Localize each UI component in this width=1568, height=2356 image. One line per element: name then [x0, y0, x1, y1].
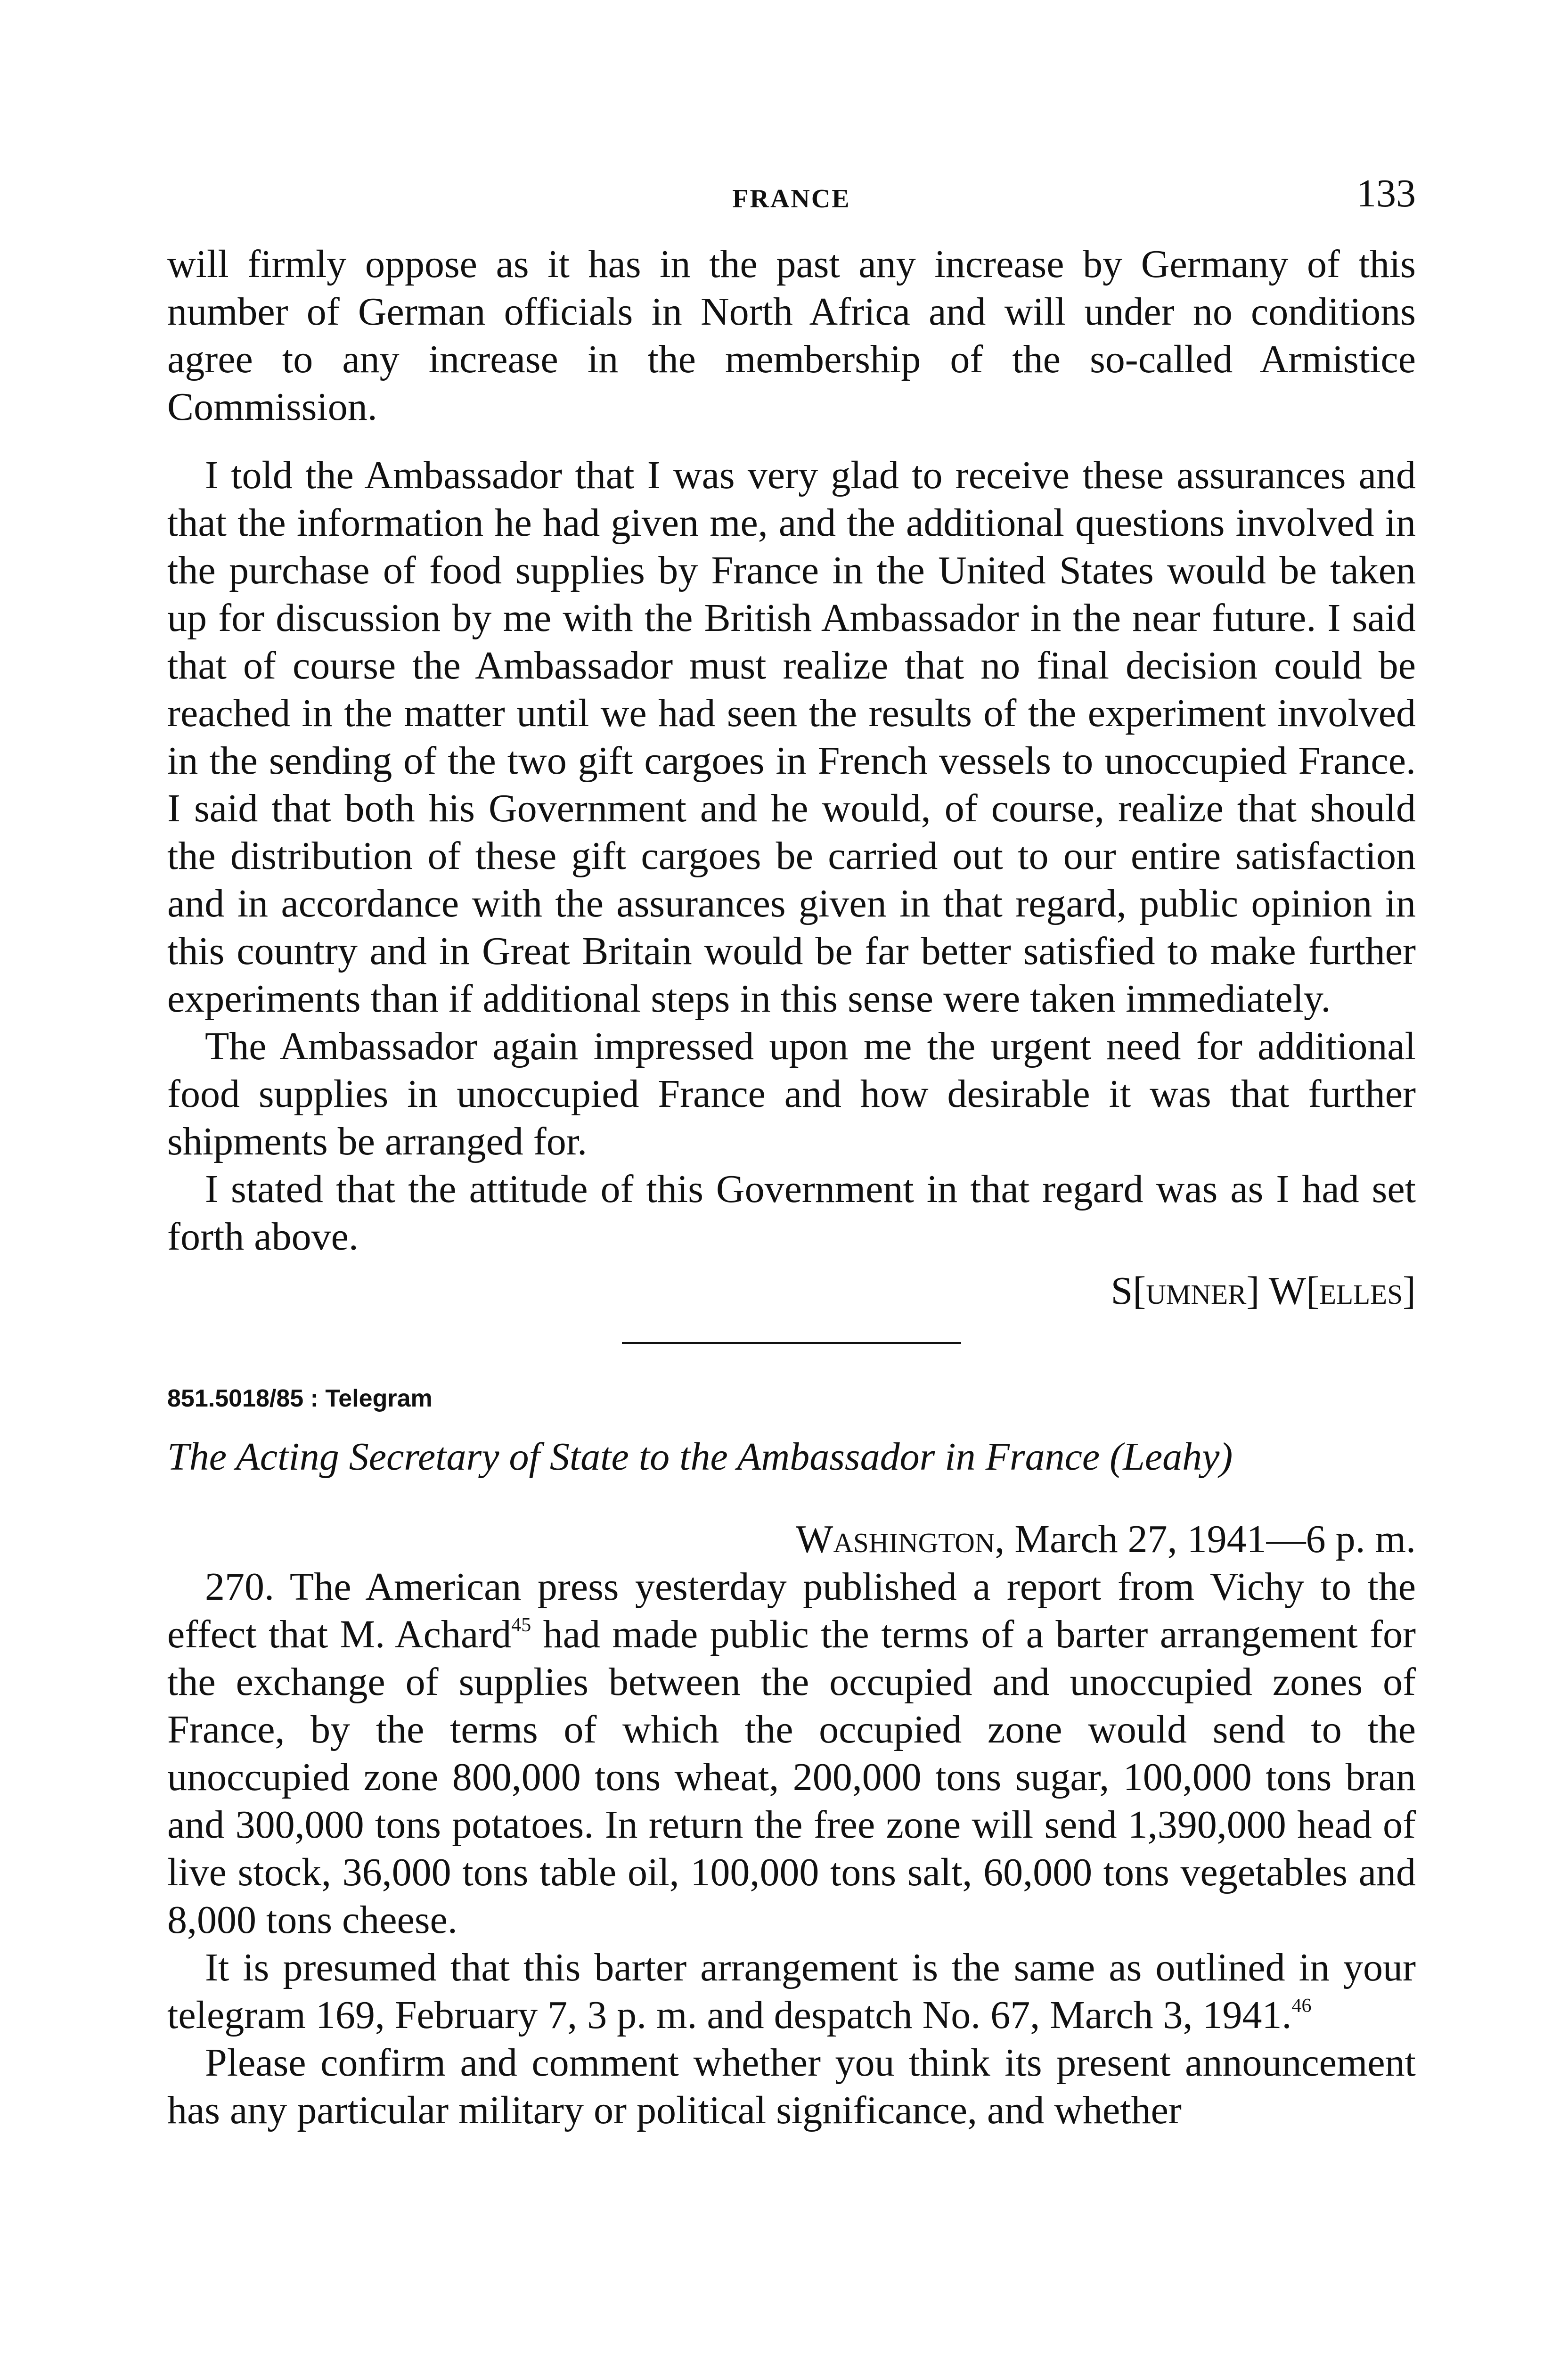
footnote-ref[interactable]: 45 [511, 1614, 531, 1636]
paragraph: I told the Ambassador that I was very glad to receive these assurances and that the information he had given me, and the additional questions involved in the purchase of food supplies by France in the United States would be taken up for discussion by me with the British Ambassador in the near future. I said that of course the Ambassador must realize that no final decision could be reached in the matter until we had seen the results of the experiment involved in the sending of the two gift cargoes in French vessels to unoccupied France. I said that both his Government and he would, of course, realize that should the distribution of these gift cargoes be carried out to our entire satisfaction and in accordance with the assurances given in that regard, public opinion in this country and in Great Britain would be far better satisfied to make further experiments than if additional steps in this sense were taken immediately. [167, 453, 1416, 1021]
page-number: 133 [1356, 172, 1416, 215]
paragraph-text: 270. The American press yesterday published a report from Vichy to the effect that M. Achard [167, 1565, 1416, 1656]
page-header [167, 171, 1416, 222]
running-head: FRANCE [732, 184, 851, 213]
dateline-date: , March 27, 1941—6 p. m. [995, 1517, 1416, 1561]
section-divider [622, 1342, 961, 1344]
file-number: 851.5018/85 : Telegram [167, 1385, 433, 1412]
paragraph: Please confirm and comment whether you think its present announcement has any particular military or political significance, and whether [167, 2041, 1416, 2132]
paragraph [167, 1944, 1416, 2039]
paragraph [167, 1563, 1416, 1944]
dateline-place: Washington [796, 1517, 995, 1561]
document-title: The Acting Secretary of State to the Ambassador in France (Leahy) [167, 1435, 1233, 1479]
footnote-ref[interactable]: 46 [1291, 1995, 1312, 2017]
body-text [167, 240, 1416, 2134]
signature: S[umner] W[elles] [1111, 1269, 1416, 1313]
paragraph: I stated that the attitude of this Government in that regard was as I had set forth above. [167, 1167, 1416, 1259]
paragraph-text: had made public the terms of a barter arrangement for the exchange of supplies between the occupied and unoccupied zones of France, by the terms of which the occupied zone would send to the unoccupied zone 800,000 tons wheat, 200,000 tons sugar, 100,000 tons bran and 300,000 tons potatoes. In return the free zone will send 1,390,000 head of live stock, 36,000 tons table oil, 100,000 tons salt, 60,000 tons vegetables and 8,000 tons cheese. [167, 1612, 1416, 1942]
dateline [167, 1515, 1416, 1563]
paragraph: The Ambassador again impressed upon me the urgent need for additional food supplies in unoccupied France and how desirable it was that further shipments be arranged for. [167, 1024, 1416, 1163]
paragraph-text: It is presumed that this barter arrangement is the same as outlined in your telegram 169, February 7, 3 p. m. and despatch No. 67, March 3, 1941. [167, 1946, 1416, 2037]
paragraph-continued: will firmly oppose as it has in the past any increase by Germany of this number of German officials in North Africa and will under no conditions agree to any increase in the membership of the so-called Armistice Commission. [167, 242, 1416, 429]
